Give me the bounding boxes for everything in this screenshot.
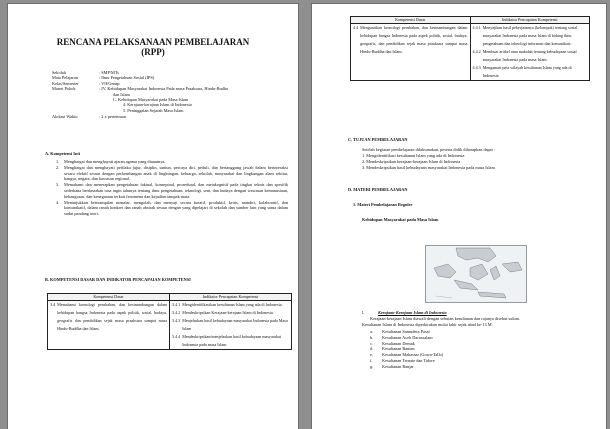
list-item: 2. Menghargai dan menghayati perilaku jujur, disiplin, santun, percaya diri, peduli, dan bertanggung jawab dalam berinteraksi secara efektif sesuai dengan perkembangan anak di lingkungan, keluarga, sekolah, masyarakat dan lingkungan alam sekitar, bangsa, negara, dan kawasan regional. bbox=[56, 165, 288, 182]
kerajaan-heading: Kerajaan-Kerajaan Islam di Indonesia bbox=[378, 310, 447, 315]
section-heading-a: A. Kompetensi Inti bbox=[45, 151, 80, 156]
identity-value: : SMP/MTs bbox=[99, 70, 119, 75]
document-page-2 bbox=[311, 3, 607, 429]
subsection-subtitle: Kehidupan Masyarakat pada Masa Islam bbox=[362, 217, 439, 222]
list-item: e. Kesultanan Makassar (Gowa-Tallo) bbox=[370, 352, 444, 358]
identity-value: : IV. Kehidupan Masyarakat Indonesia Pada masa Praaksara, Hindu-Budha bbox=[99, 86, 228, 92]
map-figure bbox=[425, 245, 527, 303]
section-heading-c: C. TUJUAN PEMBELAJARAN bbox=[348, 137, 408, 142]
subtopic-text: C. Kehidupan Masyarakat pada Masa Islam bbox=[113, 96, 189, 102]
paragraph: Kerajaan-kerajaan Islam diawali dengan sebutan kesultanan dan rajanya disebut sultan. bbox=[370, 316, 520, 321]
tujuan-item: 1. Mengidentifikasi kesultanan Islam yang ada di Indonesia bbox=[362, 153, 465, 158]
roman-numeral: I. bbox=[362, 310, 365, 315]
identity-key: Mata Pelajaran bbox=[52, 75, 78, 81]
tujuan-intro: Setelah kegiatan pembelajaran dilaksanakan, peserta didik diharapkan dapat : bbox=[362, 147, 496, 152]
table-cell: 3.4.1 Mengidentifikasikan kesultanan Islam yang ada di Indonesia. 3.4.2 Mendeskripsikan Kerajaan-kerajaan Islam di Indonesia. 3.4.3 Menjelaskan hasil kebudayaan masyarakat Indonesia pada Masa Islam 3.4.4 Mendeskripsikan/menjelaskan hasil kebudayaan masyarakat Indonesia pada masa Islam bbox=[170, 301, 292, 350]
list-item: b. Kesultanan Aceh Darussalam bbox=[370, 334, 433, 340]
document-page-1 bbox=[7, 3, 299, 429]
indonesia-islam-map bbox=[426, 246, 527, 303]
subsection-heading: 1. Materi Pembelajaran Reguler bbox=[353, 202, 413, 207]
list-item: 4. Menunjukkan keterampilan menalar, mengolah, dan menyaji secara kreatif, produktif, kritis, mandiri, kolaboratif, dan komunikatif, dalam ranah konkret dan ranah abstrak sesuai dengan yang dipelajari di sekolah dan sumber lain yang sama dalam sudut pandang teori. bbox=[56, 199, 288, 216]
kompetensi-inti-list bbox=[56, 159, 288, 217]
document-subtitle: (RPP) bbox=[141, 47, 165, 57]
identity-value: : VII/Genap bbox=[99, 80, 120, 86]
identity-value: : 2 x pertemuan bbox=[99, 114, 126, 120]
table-header-row bbox=[48, 294, 292, 301]
section-heading-b: B. KOMPETENSI DASAR DAN INDIKATOR PENCAPAIAN KOMPETENSI bbox=[45, 277, 191, 282]
table-row bbox=[48, 301, 292, 350]
table-row bbox=[351, 24, 590, 81]
table-header: Indikator Pencapaian Kompetensi bbox=[470, 17, 590, 24]
table-header: Indikator Pencapaian Kompetensi bbox=[170, 294, 292, 301]
table-cell: 4.4.1 Menyajikan hasil pekerjaannya (kelompok) tentang sosial masyarakat Indonesia pada masa Islam di bidang ilmu pengetahuan dan teknologi informasi dan komunikasi. 4.4.2 Membuat artikel atau makalah tentang kebudayaan sosial masyarakat Indonesia pada masa Islam 4.4.3 Mengamati peta wilayah kesultanan Islam yang ada di Indonesia bbox=[470, 24, 590, 81]
identity-key: Kelas/Semester bbox=[52, 80, 79, 86]
identity-value: : Ilmu Pengetahuan Sosial (IPS) bbox=[99, 75, 155, 81]
identity-key: Sekolah bbox=[52, 70, 66, 75]
list-item: a. Kesultanan Samudera Pasai bbox=[370, 329, 430, 334]
table-cell: 4.4 Menguraikan kronologi perubahan, dan kesinambungan dalam kehidupan bangsa Indonesia pada aspek politik, sosial, budaya, geografis, dan pendidikan sejak masa praaksara sampai masa Hindu-Buddha dan Islam. bbox=[351, 24, 471, 81]
subtopic-text: 4. Kerajaan-kerajaan Islam di Indonesia bbox=[123, 102, 192, 108]
table-header: Kompetensi Dasar bbox=[48, 294, 170, 301]
tujuan-item: 2. Mendeskripsikan kerajaan-kerajaan Islam di Indonesia bbox=[362, 159, 461, 164]
identity-row bbox=[52, 114, 292, 119]
table-header: Kompetensi Dasar bbox=[351, 17, 471, 24]
table-cell: 3.4 Memahami kronologi perubahan, dan kesinambungan dalam kehidupan bangsa Indonesia pada aspek politik, sosial, budaya, geografis dan pendidikan sejak masa praaksara sampai masa Hindu-Buddha dan Islam. bbox=[48, 301, 170, 350]
subtopic bbox=[52, 108, 292, 113]
subtopic-text: 5. Peninggalan Sejarah Masa Islam bbox=[123, 107, 184, 113]
list-item: 3. Memahami dan menerapkan pengetahuan faktual, konseptual, prosedural, dan metakognitif pada tingkat teknis dan spesifik sederhana berdasarkan rasa ingin tahunya tentang ilmu pengetahuan, teknologi, seni, dan budaya dengan wawasan kemanusiaan, kebangsaan, dan kenegaraan terkait fenomena dan kejadian tampak mata. bbox=[56, 182, 288, 199]
identity-key: Materi Pokok bbox=[52, 86, 76, 92]
document-title: RENCANA PELAKSANAAN PEMBELAJARAN bbox=[56, 37, 250, 47]
identity-block bbox=[52, 70, 292, 120]
tujuan-item: 3. Mendeskripsikan hasil kebudayaan masyarakat Indonesia pada masa Islam bbox=[362, 165, 495, 170]
section-heading-d: D. MATERI PEMBELAJARAN bbox=[348, 187, 408, 192]
list-item: 1. Menghargai dan menghayati ajaran agama yang dianutnya. bbox=[56, 159, 166, 164]
table-header-row bbox=[351, 17, 590, 24]
identity-key: Alokasi Waktu bbox=[52, 114, 78, 120]
paragraph: Kesultanan Islam di Indonesia diperkirakan mulai lahir sejak abad ke-13 M. bbox=[362, 322, 493, 327]
identity-value-cont: dan Islam bbox=[113, 91, 130, 97]
competency-table-cont bbox=[350, 16, 590, 81]
list-item: f. Kesultanan Ternate dan Tidore bbox=[370, 357, 435, 363]
list-item: g. Kesultanan Banjar bbox=[370, 363, 414, 369]
list-item: c. Kesultanan Demak bbox=[370, 340, 415, 346]
list-item: d. Kesultanan Banten bbox=[370, 346, 415, 352]
competency-table bbox=[47, 293, 292, 350]
kesultanan-list bbox=[370, 329, 443, 370]
